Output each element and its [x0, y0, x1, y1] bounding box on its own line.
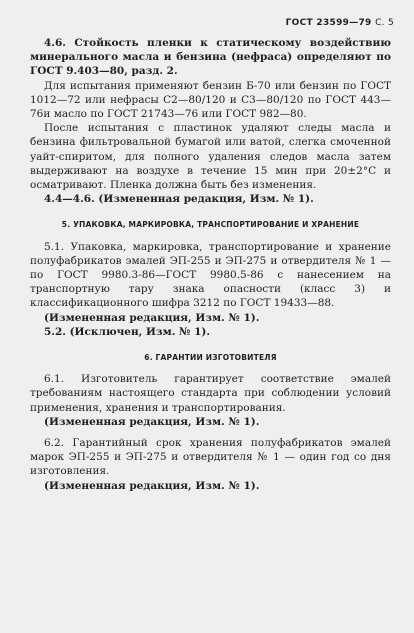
amendment-note-5-1: (Измененная редакция, Изм. № 1).: [44, 311, 260, 324]
section-heading-6: 6. ГАРАНТИИ ИЗГОТОВИТЕЛЯ: [144, 353, 277, 363]
paragraph-5-1: 5.1. Упаковка, маркировка, транспортирование и хранение полуфабрикатов эмалей ЭП-255 и ЭП-275 и отвердителя № 1 — по ГОСТ 9980.3-86—ГОСТ 9980.5-86 с нанесением на транспортную тару знака опасности (класс 3) и классификационного шифра 3212 по ГОСТ 19433—88.: [30, 240, 391, 310]
section-heading-5: 5. УПАКОВКА, МАРКИРОВКА, ТРАНСПОРТИРОВАНИЕ И ХРАНЕНИЕ: [61, 220, 360, 230]
paragraph-after-test: После испытания с пластинок удаляют следы масла и бензина фильтровальной бумагой или ватой, слегка смоченной уайт-спиритом, для полного удаления следов масла затем выдерживают на воздухе в течение 15 мин при 20±2°С и осматривают. Пленка должна быть без изменения.: [30, 122, 391, 192]
page-body: [30, 36, 391, 493]
standard-title: ГОСТ 23599—79: [285, 18, 372, 28]
page-number: С. 5: [375, 18, 394, 28]
paragraph-6-2: 6.2. Гарантийный срок хранения полуфабрикатов эмалей марок ЭП-255 и ЭП-275 и отвердителя № 1 — один год со дня изготовления.: [30, 437, 391, 478]
paragraph-6-1: 6.1. Изготовитель гарантирует соответствие эмалей требованиям настоящего стандарта при соблюдении условий применения, хранения и транспортирования.: [30, 373, 391, 414]
paragraph-5-2: 5.2. (Исключен, Изм. № 1).: [44, 325, 211, 338]
paragraph-test-fuels: Для испытания применяют бензин Б-70 или бензин по ГОСТ 1012—72 или нефрасы С2—80/120 и С3—80/120 по ГОСТ 443—76и масло по ГОСТ 21743—76 или ГОСТ 982—80.: [30, 79, 391, 121]
amendment-note-4: 4.4—4.6. (Измененная редакция, Изм. № 1).: [44, 193, 314, 206]
amendment-note-6-1: (Измененная редакция, Изм. № 1).: [44, 415, 260, 428]
paragraph-4-6: 4.6. Стойкость пленки к статическому воздействию минерального масла и бензина (нефраса) определяют по ГОСТ 9.403—80, разд. 2.: [30, 37, 391, 78]
page-header: [286, 18, 394, 28]
amendment-note-6-2: (Измененная редакция, Изм. № 1).: [44, 479, 260, 492]
